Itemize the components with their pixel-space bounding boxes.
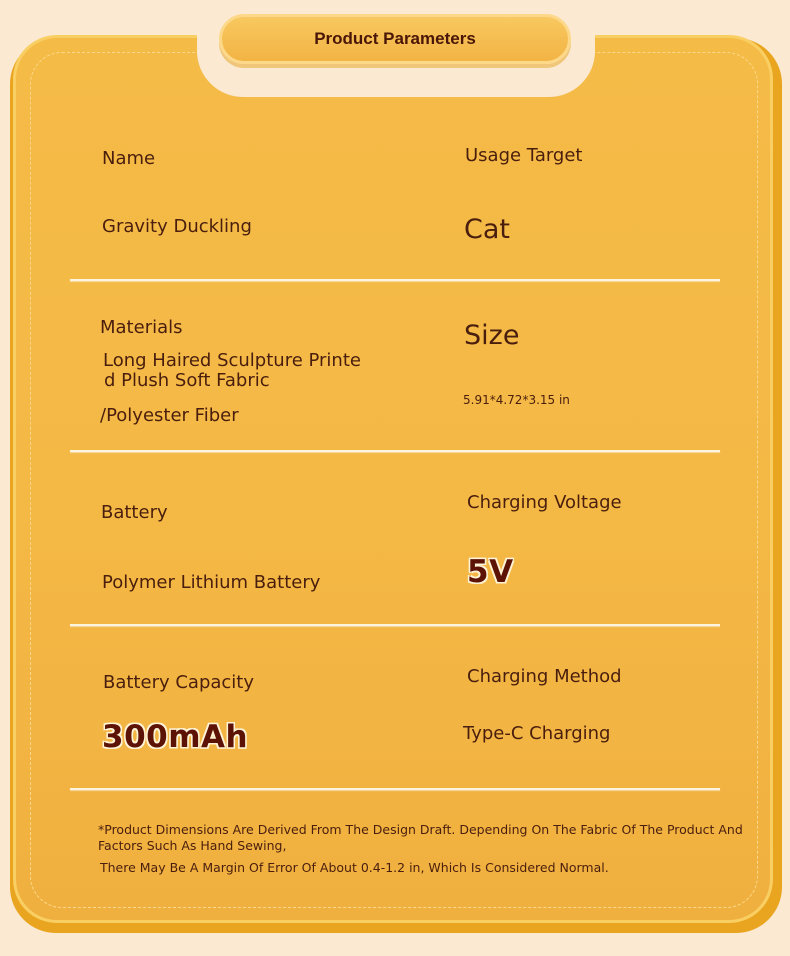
materials-value-line2: d Plush Soft Fabric xyxy=(104,370,270,391)
size-value: 5.91*4.72*3.15 in xyxy=(463,393,570,407)
footnote-line1: *Product Dimensions Are Derived From The Design Draft. Depending On The Fabric Of The Product And xyxy=(98,822,743,837)
materials-value-line1: Long Haired Sculpture Printe xyxy=(103,350,361,371)
charging-method-label: Charging Method xyxy=(467,666,622,687)
battery-capacity-value: 300mAh xyxy=(102,719,249,755)
size-label: Size xyxy=(464,320,520,351)
row-divider xyxy=(70,788,720,790)
footnote-line2: Factors Such As Hand Sewing, xyxy=(98,838,287,853)
usage-target-value: Cat xyxy=(464,214,510,245)
row-divider xyxy=(70,279,720,281)
battery-capacity-label: Battery Capacity xyxy=(103,672,255,693)
header-pill xyxy=(219,14,571,64)
charging-voltage-value: 5V xyxy=(467,554,514,590)
usage-target-label: Usage Target xyxy=(465,145,583,166)
materials-label: Materials xyxy=(100,317,183,338)
name-label: Name xyxy=(102,148,156,169)
materials-value-line3: /Polyester Fiber xyxy=(100,405,239,426)
footnote-line3: There May Be A Margin Of Error Of About 0.4-1.2 in, Which Is Considered Normal. xyxy=(100,860,609,875)
battery-value: Polymer Lithium Battery xyxy=(102,572,321,593)
page-title: Product Parameters xyxy=(314,29,476,48)
battery-label: Battery xyxy=(101,502,168,523)
charging-voltage-label: Charging Voltage xyxy=(467,492,622,513)
row-divider xyxy=(70,450,720,452)
card-dashed-border xyxy=(30,52,758,908)
row-divider xyxy=(70,624,720,626)
charging-method-value: Type-C Charging xyxy=(463,723,611,744)
name-value: Gravity Duckling xyxy=(102,216,252,237)
